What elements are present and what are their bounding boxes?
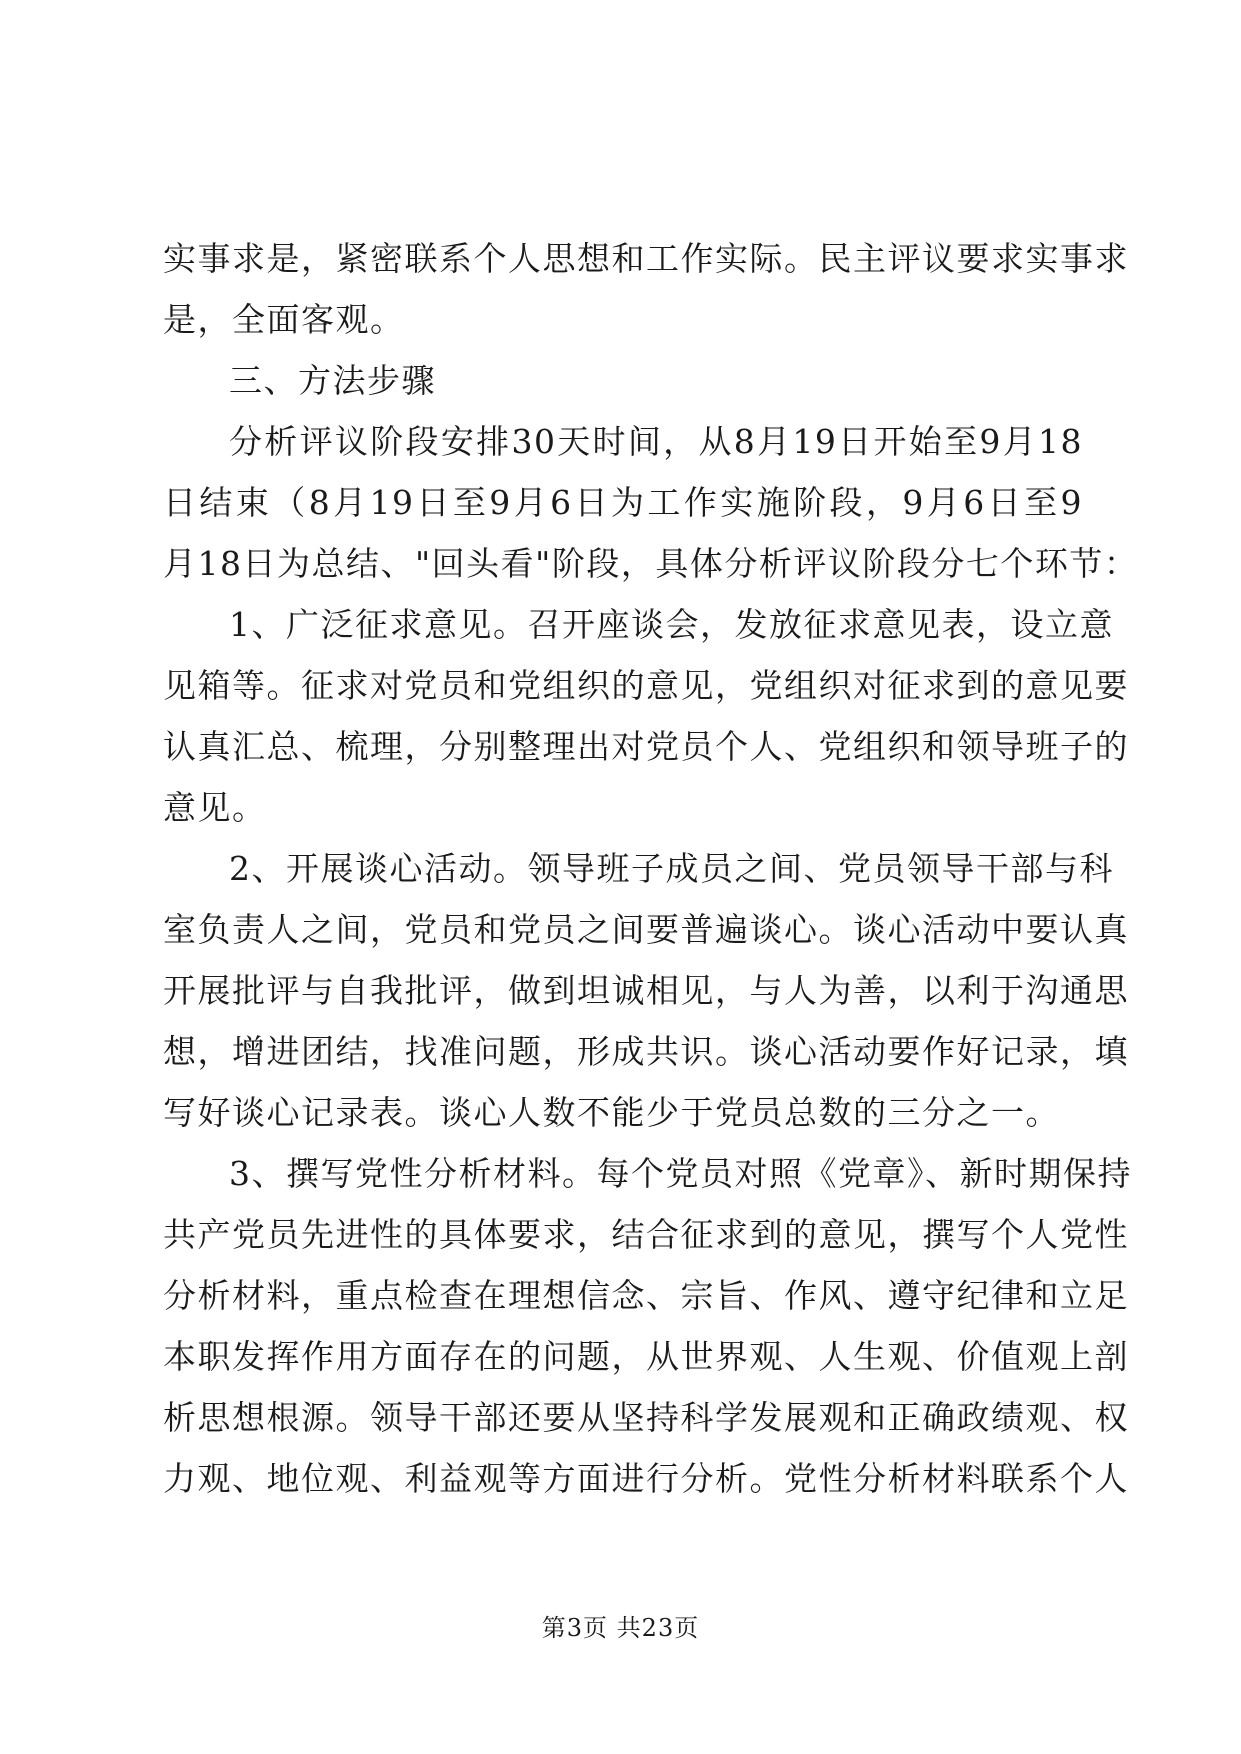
text-line: 意见。 [163,788,267,827]
text-line: 开展批评与自我批评，做到坦诚相见，与人为善，以利于沟通思 [163,971,1129,1010]
text-line: 3、撰写党性分析材料。每个党员对照《党章》、新时期保持 [229,1154,1132,1193]
text-line: 析思想根源。领导干部还要从坚持科学发展观和正确政绩观、权 [163,1398,1129,1437]
text-line: 见箱等。征求对党员和党组织的意见，党组织对征求到的意见要 [163,666,1129,705]
text-line: 实事求是，紧密联系个人思想和工作实际。民主评议要求实事求 [163,239,1129,278]
document-body [163,228,1139,1509]
text-line: 力观、地位观、利益观等方面进行分析。党性分析材料联系个人 [163,1459,1129,1498]
text-line: 分析材料，重点检查在理想信念、宗旨、作风、遵守纪律和立足 [163,1276,1129,1315]
text-line: 室负责人之间，党员和党员之间要普遍谈心。谈心活动中要认真 [163,910,1129,949]
text-line: 想，增进团结，找准问题，形成共识。谈心活动要作好记录，填 [163,1032,1129,1071]
text-line: 是，全面客观。 [163,300,405,339]
text-line: 月18日为总结、"回头看"阶段，具体分析评议阶段分七个环节： [163,544,1139,583]
text-line: 写好谈心记录表。谈心人数不能少于党员总数的三分之一。 [163,1093,1060,1132]
text-line: 2、开展谈心活动。领导班子成员之间、党员领导干部与科 [229,849,1114,888]
text-line: 共产党员先进性的具体要求，结合征求到的意见，撰写个人党性 [163,1215,1129,1254]
text-line: 分析评议阶段安排30天时间，从8月19日开始至9月18 [229,422,1083,461]
text-line: 1、广泛征求意见。召开座谈会，发放征求意见表，设立意 [229,605,1114,644]
text-line: 日结束（8月19日至9月6日为工作实施阶段，9月6日至9 [163,483,1083,522]
text-line: 本职发挥作用方面存在的问题，从世界观、人生观、价值观上剖 [163,1337,1129,1376]
page-number-footer: 第3页 共23页 [541,1614,700,1642]
text-line: 认真汇总、梳理，分别整理出对党员个人、党组织和领导班子的 [163,727,1129,766]
section-heading: 三、方法步骤 [229,361,436,400]
